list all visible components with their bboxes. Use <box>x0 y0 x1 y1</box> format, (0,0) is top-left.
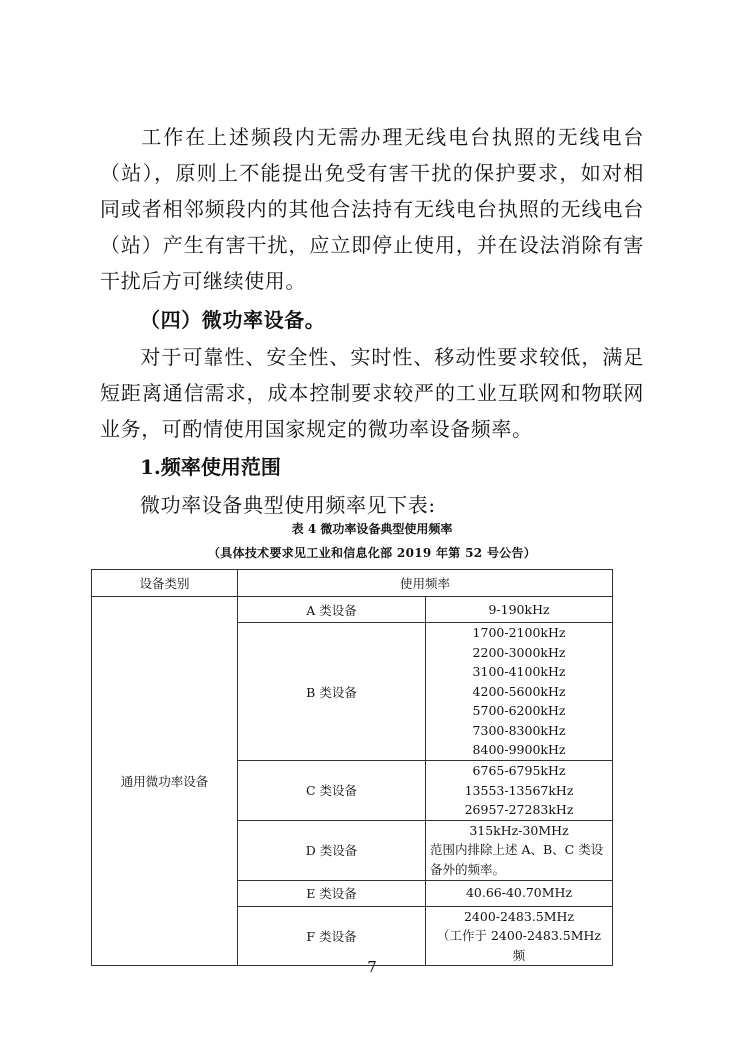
frequency-value: 4200-5600kHz <box>472 683 566 699</box>
class-cell: E 类设备 <box>238 880 426 906</box>
frequency-value: 2400-2483.5MHz <box>463 908 575 924</box>
table-header-row <box>92 570 613 597</box>
device-category-cell: 通用微功率设备 <box>92 597 238 966</box>
class-cell: C 类设备 <box>238 761 426 821</box>
table-intro-text: 微功率设备典型使用频率见下表: <box>140 493 436 517</box>
subsection-heading-frequency-range: 1.频率使用范围 <box>140 455 281 479</box>
frequency-cell <box>426 597 613 623</box>
frequency-value: 13553-13567kHz <box>464 782 574 798</box>
frequency-note: （工作于 2400-2483.5MHz 频 <box>436 928 602 963</box>
frequency-note: 范围内排除上述 A、B、C 类设 <box>430 842 604 858</box>
page-number: 7 <box>367 958 377 976</box>
table-row <box>92 597 613 623</box>
frequency-value: 40.66-40.70MHz <box>465 885 573 901</box>
frequency-value: 9-190kHz <box>488 601 550 617</box>
frequency-value: 3100-4100kHz <box>472 664 566 680</box>
class-cell: D 类设备 <box>238 820 426 880</box>
frequency-table <box>91 569 613 966</box>
frequency-note: 备外的频率。 <box>430 861 506 877</box>
paragraph-license-exempt: 工作在上述频段内无需办理无线电台执照的无线电台（站），原则上不能提出免受有害干扰的保护要求，如对相同或者相邻频段内的其他合法持有无线电台执照的无线电台（站）产生有害干扰，应立即停止使用，并在设法消除有害干扰后方可继续使用。 <box>100 125 644 293</box>
paragraph-micropower-usage: 对于可靠性、安全性、实时性、移动性要求较低，满足短距离通信需求，成本控制要求较严的工业互联网和物联网业务，可酌情使用国家规定的微功率设备频率。 <box>100 345 644 441</box>
section-heading-micropower: （四）微功率设备。 <box>140 308 326 332</box>
frequency-cell <box>426 623 613 761</box>
class-cell: B 类设备 <box>238 623 426 761</box>
frequency-value: 2200-3000kHz <box>472 644 566 660</box>
frequency-cell <box>426 880 613 906</box>
frequency-value: 5700-6200kHz <box>472 703 566 719</box>
frequency-value: 8400-9900kHz <box>472 742 566 758</box>
table-title: 表 4 微功率设备典型使用频率 <box>291 522 453 536</box>
frequency-cell <box>426 820 613 880</box>
frequency-cell <box>426 906 613 966</box>
class-cell: F 类设备 <box>238 906 426 966</box>
frequency-value: 7300-8300kHz <box>472 722 566 738</box>
frequency-value: 315kHz-30MHz <box>469 822 569 838</box>
frequency-value: 1700-2100kHz <box>472 625 566 641</box>
frequency-value: 26957-27283kHz <box>464 802 574 817</box>
header-device-category: 设备类别 <box>92 570 238 597</box>
frequency-cell <box>426 761 613 821</box>
table-subtitle: （具体技术要求见工业和信息化部 2019 年第 52 号公告） <box>207 546 537 560</box>
class-cell: A 类设备 <box>238 597 426 623</box>
header-frequency: 使用频率 <box>238 570 613 597</box>
frequency-value: 6765-6795kHz <box>472 763 566 778</box>
